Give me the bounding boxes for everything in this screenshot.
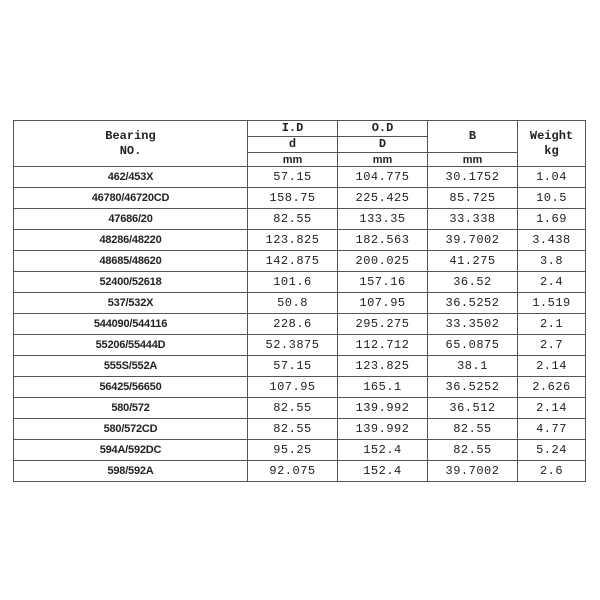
od-symbol: D xyxy=(338,137,428,153)
b-cell: 33.3502 xyxy=(428,314,518,335)
table-row xyxy=(14,398,586,419)
id-cell: 158.75 xyxy=(248,188,338,209)
od-cell: 165.1 xyxy=(338,377,428,398)
id-cell: 123.825 xyxy=(248,230,338,251)
bearing-no-cell: 594A/592DC xyxy=(14,440,248,461)
b-unit: mm xyxy=(428,153,518,167)
id-cell: 57.15 xyxy=(248,167,338,188)
weight-cell: 10.5 xyxy=(518,188,586,209)
weight-cell: 2.1 xyxy=(518,314,586,335)
bearing-no-cell: 544090/544116 xyxy=(14,314,248,335)
id-cell: 228.6 xyxy=(248,314,338,335)
od-cell: 182.563 xyxy=(338,230,428,251)
weight-cell: 2.14 xyxy=(518,356,586,377)
weight-cell: 5.24 xyxy=(518,440,586,461)
b-cell: 36.512 xyxy=(428,398,518,419)
bearing-no-cell: 462/453X xyxy=(14,167,248,188)
bearing-no-cell: 55206/55444D xyxy=(14,335,248,356)
od-cell: 200.025 xyxy=(338,251,428,272)
table-row xyxy=(14,188,586,209)
od-cell: 139.992 xyxy=(338,419,428,440)
table-row xyxy=(14,335,586,356)
od-cell: 225.425 xyxy=(338,188,428,209)
b-cell: 82.55 xyxy=(428,419,518,440)
weight-header: Weight kg xyxy=(518,121,586,167)
od-cell: 123.825 xyxy=(338,356,428,377)
od-cell: 107.95 xyxy=(338,293,428,314)
bearing-no-cell: 580/572 xyxy=(14,398,248,419)
b-cell: 39.7002 xyxy=(428,461,518,482)
id-cell: 82.55 xyxy=(248,209,338,230)
bearing-no-cell: 555S/552A xyxy=(14,356,248,377)
weight-cell: 2.626 xyxy=(518,377,586,398)
weight-cell: 2.7 xyxy=(518,335,586,356)
b-cell: 39.7002 xyxy=(428,230,518,251)
b-cell: 36.5252 xyxy=(428,293,518,314)
b-cell: 36.5252 xyxy=(428,377,518,398)
bearing-no-cell: 48286/48220 xyxy=(14,230,248,251)
id-cell: 142.875 xyxy=(248,251,338,272)
od-unit: mm xyxy=(338,153,428,167)
id-cell: 82.55 xyxy=(248,398,338,419)
od-cell: 112.712 xyxy=(338,335,428,356)
table-row xyxy=(14,440,586,461)
od-cell: 133.35 xyxy=(338,209,428,230)
table-row xyxy=(14,251,586,272)
id-unit: mm xyxy=(248,153,338,167)
b-cell: 65.0875 xyxy=(428,335,518,356)
od-cell: 152.4 xyxy=(338,440,428,461)
od-cell: 104.775 xyxy=(338,167,428,188)
bearing-no-cell: 56425/56650 xyxy=(14,377,248,398)
b-cell: 82.55 xyxy=(428,440,518,461)
table-row xyxy=(14,419,586,440)
bearing-spec-table xyxy=(13,120,586,482)
b-cell: 38.1 xyxy=(428,356,518,377)
od-cell: 295.275 xyxy=(338,314,428,335)
b-cell: 36.52 xyxy=(428,272,518,293)
bearing-no-cell: 580/572CD xyxy=(14,419,248,440)
b-cell: 85.725 xyxy=(428,188,518,209)
table-row xyxy=(14,272,586,293)
id-cell: 57.15 xyxy=(248,356,338,377)
b-cell: 30.1752 xyxy=(428,167,518,188)
weight-cell: 3.8 xyxy=(518,251,586,272)
od-cell: 139.992 xyxy=(338,398,428,419)
bearing-no-cell: 537/532X xyxy=(14,293,248,314)
table-row xyxy=(14,167,586,188)
weight-cell: 4.77 xyxy=(518,419,586,440)
table-row xyxy=(14,314,586,335)
bearing-no-cell: 46780/46720CD xyxy=(14,188,248,209)
od-cell: 157.16 xyxy=(338,272,428,293)
bearing-no-cell: 48685/48620 xyxy=(14,251,248,272)
b-header: B xyxy=(428,121,518,153)
table-row xyxy=(14,293,586,314)
id-cell: 82.55 xyxy=(248,419,338,440)
weight-cell: 1.69 xyxy=(518,209,586,230)
bearing-no-header: Bearing NO. xyxy=(14,121,248,167)
od-header: O.D xyxy=(338,121,428,137)
table-row xyxy=(14,230,586,251)
weight-cell: 1.04 xyxy=(518,167,586,188)
b-cell: 41.275 xyxy=(428,251,518,272)
table-row xyxy=(14,461,586,482)
weight-cell: 3.438 xyxy=(518,230,586,251)
id-cell: 50.8 xyxy=(248,293,338,314)
od-cell: 152.4 xyxy=(338,461,428,482)
bearing-no-cell: 598/592A xyxy=(14,461,248,482)
weight-cell: 2.6 xyxy=(518,461,586,482)
table-row xyxy=(14,209,586,230)
id-header: I.D xyxy=(248,121,338,137)
b-cell: 33.338 xyxy=(428,209,518,230)
table-row xyxy=(14,377,586,398)
id-symbol: d xyxy=(248,137,338,153)
table-row xyxy=(14,356,586,377)
id-cell: 52.3875 xyxy=(248,335,338,356)
weight-cell: 1.519 xyxy=(518,293,586,314)
id-cell: 95.25 xyxy=(248,440,338,461)
weight-cell: 2.4 xyxy=(518,272,586,293)
id-cell: 101.6 xyxy=(248,272,338,293)
table-header xyxy=(14,121,586,167)
id-cell: 92.075 xyxy=(248,461,338,482)
id-cell: 107.95 xyxy=(248,377,338,398)
bearing-no-cell: 47686/20 xyxy=(14,209,248,230)
table-body xyxy=(14,167,586,482)
weight-cell: 2.14 xyxy=(518,398,586,419)
bearing-no-cell: 52400/52618 xyxy=(14,272,248,293)
